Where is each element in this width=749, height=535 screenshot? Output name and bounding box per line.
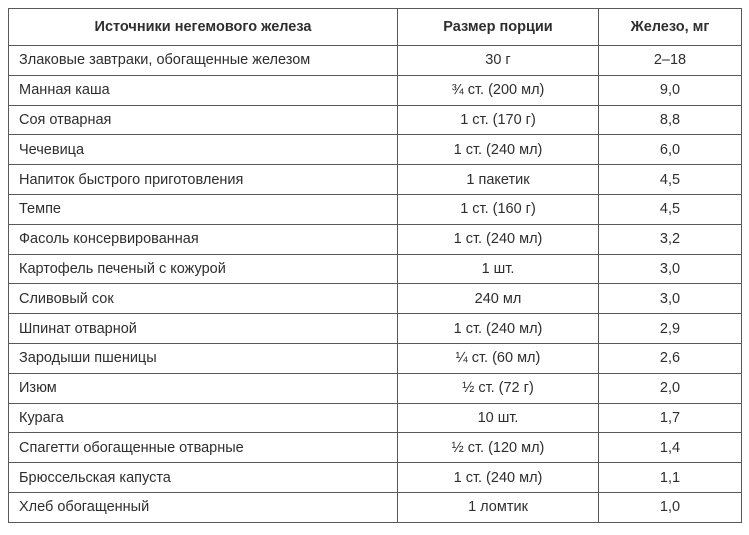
cell-portion: 1 шт. [398,254,599,284]
table-row [9,75,742,105]
cell-source: Манная каша [9,75,398,105]
cell-iron: 1,1 [599,463,742,493]
cell-source: Злаковые завтраки, обогащенные железом [9,46,398,76]
cell-portion: 30 г [398,46,599,76]
table-row [9,433,742,463]
cell-portion: ½ ст. (120 мл) [398,433,599,463]
cell-iron: 2,9 [599,314,742,344]
table-header [9,9,742,46]
cell-source: Картофель печеный с кожурой [9,254,398,284]
cell-source: Курага [9,403,398,433]
table-row [9,373,742,403]
cell-portion: 1 ст. (240 мл) [398,224,599,254]
table-row [9,165,742,195]
cell-source: Напиток быстрого приготовления [9,165,398,195]
cell-portion: 1 ст. (160 г) [398,194,599,224]
table-row [9,463,742,493]
table-row [9,224,742,254]
cell-source: Спагетти обогащенные отварные [9,433,398,463]
table-row [9,254,742,284]
cell-portion: 1 ст. (240 мл) [398,463,599,493]
header-row [9,9,742,46]
table-row [9,284,742,314]
header-portion-column: Размер порции [398,9,599,46]
cell-source: Фасоль консервированная [9,224,398,254]
cell-iron: 2,6 [599,343,742,373]
table-row [9,314,742,344]
cell-source: Чечевица [9,135,398,165]
table-row [9,403,742,433]
cell-source: Изюм [9,373,398,403]
cell-portion: ½ ст. (72 г) [398,373,599,403]
cell-source: Хлеб обогащенный [9,492,398,522]
cell-source: Шпинат отварной [9,314,398,344]
cell-portion: 1 ст. (240 мл) [398,314,599,344]
table-row [9,105,742,135]
cell-portion: 10 шт. [398,403,599,433]
table-row [9,492,742,522]
cell-iron: 3,2 [599,224,742,254]
cell-portion: 240 мл [398,284,599,314]
cell-iron: 4,5 [599,165,742,195]
cell-source: Соя отварная [9,105,398,135]
cell-iron: 6,0 [599,135,742,165]
cell-source: Темпе [9,194,398,224]
cell-portion: 1 ст. (170 г) [398,105,599,135]
cell-iron: 4,5 [599,194,742,224]
non-heme-iron-table [8,8,742,523]
cell-iron: 3,0 [599,284,742,314]
cell-portion: 1 ст. (240 мл) [398,135,599,165]
cell-source: Сливовый сок [9,284,398,314]
header-iron-column: Железо, мг [599,9,742,46]
table-row [9,46,742,76]
table-row [9,343,742,373]
table-row [9,194,742,224]
table-row [9,135,742,165]
table-body [9,46,742,523]
cell-portion: 1 ломтик [398,492,599,522]
cell-iron: 1,7 [599,403,742,433]
cell-iron: 8,8 [599,105,742,135]
cell-iron: 9,0 [599,75,742,105]
cell-portion: ¼ ст. (60 мл) [398,343,599,373]
cell-iron: 1,4 [599,433,742,463]
cell-iron: 2,0 [599,373,742,403]
cell-source: Зародыши пшеницы [9,343,398,373]
cell-portion: ¾ ст. (200 мл) [398,75,599,105]
cell-iron: 2–18 [599,46,742,76]
cell-source: Брюссельская капуста [9,463,398,493]
cell-iron: 1,0 [599,492,742,522]
cell-portion: 1 пакетик [398,165,599,195]
header-source-column: Источники негемового железа [9,9,398,46]
cell-iron: 3,0 [599,254,742,284]
